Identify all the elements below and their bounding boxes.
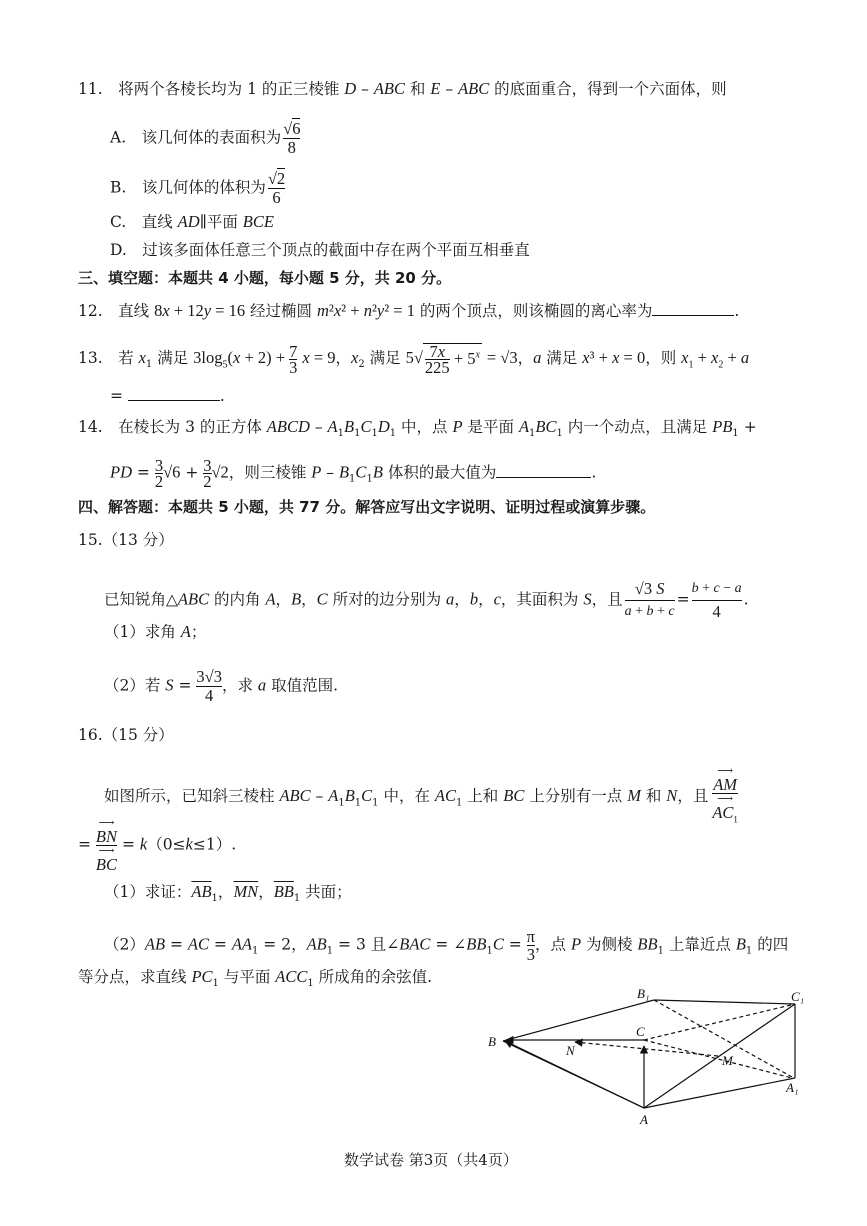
vector-m-n (575, 1042, 718, 1056)
q11-option-b: B. 该几何体的体积为 $\frac{√2}{6}$ (110, 169, 286, 207)
label-n: N (566, 1043, 575, 1058)
q13-line2: = . (110, 387, 225, 405)
edge-b1-c1 (654, 1000, 795, 1004)
q15-part2: （2）若 S = $\frac{3√3}{4}$ ，求 a 取值范围. (104, 667, 338, 705)
label-c1: C₁ (791, 989, 805, 1004)
q11-option-a: A. 该几何体的表面积为 $\frac{√6}{8}$ (110, 119, 301, 157)
q14-line2: PD = $\frac{3}{2}$ √6 + $\frac{3}{2}$ √2，则三棱锥 P – $B_1C_1B$ 体积的最大值为 . (110, 456, 597, 491)
page-footer: 数学试卷 第3页（共4页） (344, 1151, 518, 1169)
label-m: M (722, 1053, 733, 1068)
section-4-heading: 四、解答题：本题共 5 小题，共 77 分。解答应写出文字说明、证明过程或演算步骤。 (78, 498, 656, 516)
label-b1: B₁ (637, 986, 650, 1001)
q11-option-d: D. 过该多面体任意三个顶点的截面中存在两个平面互相垂直 (110, 241, 530, 259)
q12-text: 12. 直线 8x + 12y = 16 经过椭圆 m²x² + n²y² = 1 的两个顶点，则该椭圆的离心率为 . (78, 301, 740, 320)
q16-heading: 16.（15 分） (78, 726, 174, 744)
prism-figure (480, 985, 810, 1130)
q16-stem-line1: 如图所示，已知斜三棱柱 ABC – $A_1B_1C_1$ 中，在 $AC_1$ 上和 BC 上分别有一点 M 和 N，且 ⟶ AM ⟶ $AC_1$ (104, 765, 738, 825)
q16-part2-line1: （2）AB = AC = $AA_1 = 2$，$AB_1 = 3$ 且∠BAC = $\angle BB_1C$ = $\frac{\pi}{3}$ ，点 P 为侧棱 $BB_1$ 上靠近点 $B_1$ 的四 (104, 927, 789, 964)
edge-b-b1 (503, 1000, 654, 1041)
edge-c-a1-hidden (644, 1040, 792, 1078)
section-3-heading: 三、填空题：本题共 4 小题，每小题 5 分，共 20 分。 (78, 269, 452, 287)
label-a: A (640, 1112, 648, 1127)
q16-stem-line2: = ⟶ BN ⟶ BC = k（0≤k≤1）. (78, 817, 237, 874)
q15-stem: 已知锐角△ABC 的内角 A，B，C 所对的边分别为 a，b，c，其面积为 S，且 $\frac{√3 S}{a + b + c}$ = b + c − a 4 . (104, 579, 749, 621)
q15-part1: （1）求角 A； (104, 622, 207, 641)
q14-line1: 14. 在棱长为 3 的正方体 ABCD – $A_1B_1C_1D_1$ 中，点 P 是平面 $A_1BC_1$ 内一个动点，且满足 $PB_1$ + (78, 417, 757, 440)
label-a1: A₁ (786, 1080, 799, 1095)
q13-line1: 13. 若 $x_1$ 满足 $3\log_5(x + 2)$ + $\frac{7}{3}$ x = 9，$x_2$ 满足 5√ $\frac{7x}{225}$ + $5^x = √3$，a 满足 x³ + x = 0，则 $x_1 + x_2 + a$ (78, 341, 750, 377)
q16-part1: （1）求证：$\overline{AB}_1$，$\overline{MN}$，$\overline{BB}_1$ 共面； (104, 882, 352, 905)
q11-stem: 11. 将两个各棱长均为 1 的正三棱锥 D – ABC 和 E – ABC 的底面重合，得到一个六面体，则 (78, 79, 727, 98)
q16-part2-line2: 等分点，求直线 $PC_1$ 与平面 $ACC_1$ 所成角的余弦值. (78, 967, 433, 990)
label-c: C (636, 1024, 645, 1039)
edge-c-c1-hidden (644, 1004, 795, 1040)
q11-option-c: C. 直线 AD∥平面 BCE (110, 212, 274, 231)
q15-heading: 15.（13 分） (78, 531, 174, 549)
label-b: B (488, 1034, 496, 1049)
